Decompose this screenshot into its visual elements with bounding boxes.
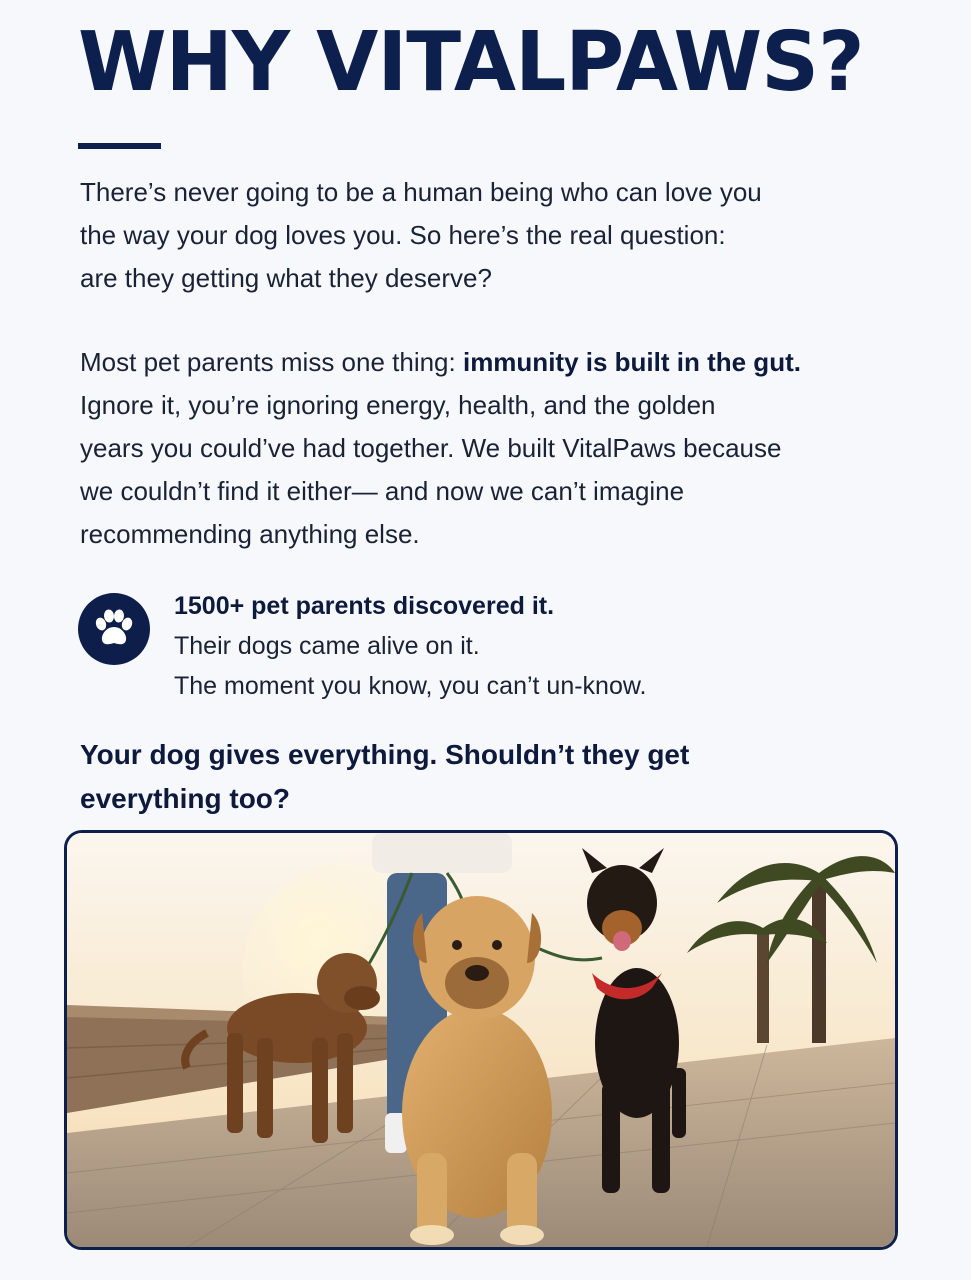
subheading-line: everything too? [80,783,291,814]
section-subheading [80,733,689,821]
social-proof-line: Their dogs came alive on it. [174,632,480,660]
body-line: Ignore it, you’re ignoring energy, health, and the golden [80,390,716,420]
paw-icon [92,607,136,651]
intro-line: There’s never going to be a human being who can love you [80,177,762,207]
social-proof-headline: 1500+ pet parents discovered it. [174,592,555,620]
social-proof [174,586,646,706]
dogs-walk-illustration [67,833,895,1247]
body-line: recommending anything else. [80,519,420,549]
body-line: years you could’ve had together. We built VitalPaws because [80,433,782,463]
intro-line: the way your dog loves you. So here’s the real question: [80,220,726,250]
title-underline [78,143,161,149]
paw-badge [78,593,150,665]
page-title: WHY VITALPAWS? [78,15,864,110]
body-paragraph [80,341,900,556]
body-first-line [80,341,900,384]
body-emphasis: immunity is built in the gut. [462,347,801,377]
intro-line: are they getting what they deserve? [80,263,492,293]
body-line: we couldn’t find it either— and now we can’t imagine [80,476,685,506]
body-lead: Most pet parents miss one thing: [80,347,463,377]
subheading-line: Your dog gives everything. Shouldn’t they get [80,739,690,770]
social-proof-line: The moment you know, you can’t un-know. [174,672,647,700]
intro-paragraph [80,171,900,300]
dogs-photo [64,830,898,1250]
